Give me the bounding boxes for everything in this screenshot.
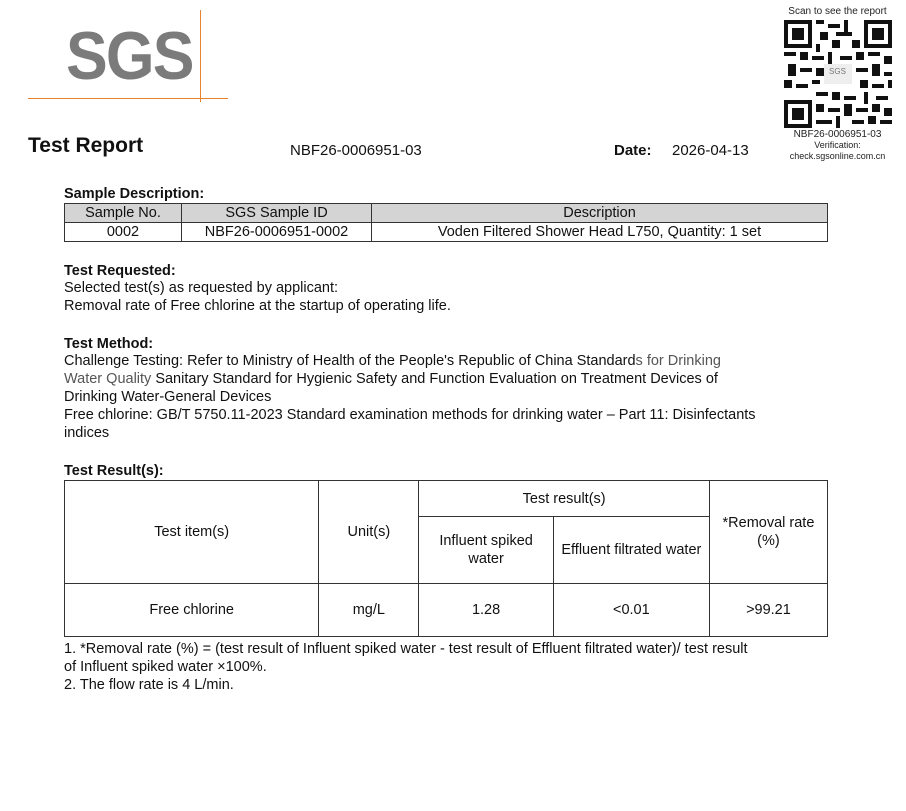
test-requested-line: Selected test(s) as requested by applicant: (64, 280, 339, 296)
test-method-line: indices (64, 425, 110, 441)
test-method-text-gray: Water Quality (64, 371, 152, 387)
test-method-line (64, 370, 854, 388)
test-method-text: Challenge Testing: Refer to Ministry of Health of the People's Republic of China Standard (64, 353, 636, 369)
results-table (64, 480, 828, 637)
test-method-section (64, 336, 854, 442)
col-description: Description (372, 204, 828, 223)
date-value: 2026-04-13 (672, 142, 749, 159)
qr-center-label: SGS (829, 67, 846, 76)
qr-report-id: NBF26-0006951-03 (793, 129, 882, 140)
qr-verification-label: Verification: (814, 140, 861, 150)
test-method-line: Free chlorine: GB/T 5750.11-2023 Standard examination methods for drinking water – Part 11: Disinfectants (64, 407, 756, 423)
test-method-heading: Test Method: (64, 336, 154, 352)
sample-table-header (65, 204, 828, 223)
qr-block (775, 6, 900, 162)
sgs-logo (28, 10, 228, 105)
test-results-heading: Test Result(s): (64, 463, 164, 479)
table-row (65, 584, 828, 637)
cell-unit: mg/L (319, 584, 419, 637)
logo-vertical-line (200, 10, 201, 102)
test-method-text: Sanitary Standard for Hygienic Safety and Function Evaluation on Treatment Devices of (151, 371, 718, 387)
cell-removal-rate: >99.21 (709, 584, 827, 637)
page-title: Test Report (28, 134, 144, 157)
table-row (65, 223, 828, 242)
qr-code-icon[interactable] (784, 20, 892, 128)
col-removal-rate: *Removal rate (%) (709, 481, 827, 584)
col-sample-no: Sample No. (65, 204, 182, 223)
date-label: Date: (614, 142, 652, 159)
col-effluent: Effluent filtrated water (553, 517, 709, 584)
test-method-text-gray: s for Drinking (635, 353, 721, 369)
col-test-results-group: Test result(s) (419, 481, 710, 517)
logo-horizontal-line (28, 98, 228, 99)
cell-description: Voden Filtered Shower Head L750, Quantity: 1 set (372, 223, 828, 242)
test-requested-heading: Test Requested: (64, 263, 176, 279)
logo-text: SGS (66, 18, 193, 94)
note-line: 1. *Removal rate (%) = (test result of Influent spiked water - test result of Effluent filtrated water)/ test result (64, 641, 748, 657)
qr-verification-url[interactable]: check.sgsonline.com.cn (789, 151, 886, 161)
cell-test-item: Free chlorine (65, 584, 319, 637)
sample-description-heading: Sample Description: (64, 186, 205, 202)
notes-section (64, 640, 864, 694)
note-line: of Influent spiked water ×100%. (64, 659, 267, 675)
col-test-item: Test item(s) (65, 481, 319, 584)
note-line: 2. The flow rate is 4 L/min. (64, 677, 234, 693)
cell-influent: 1.28 (419, 584, 553, 637)
cell-sgs-sample-id: NBF26-0006951-0002 (182, 223, 372, 242)
report-number: NBF26-0006951-03 (290, 142, 422, 159)
cell-sample-no: 0002 (65, 223, 182, 242)
col-influent: Influent spiked water (419, 517, 553, 584)
test-requested-line: Removal rate of Free chlorine at the startup of operating life. (64, 298, 451, 314)
sample-table (64, 203, 828, 242)
col-unit: Unit(s) (319, 481, 419, 584)
test-method-line: Drinking Water-General Devices (64, 389, 272, 405)
test-method-line (64, 352, 854, 370)
cell-effluent: <0.01 (553, 584, 709, 637)
test-requested-section (64, 263, 451, 315)
results-header-row (65, 481, 828, 517)
qr-caption: Scan to see the report (788, 6, 887, 17)
col-sgs-sample-id: SGS Sample ID (182, 204, 372, 223)
